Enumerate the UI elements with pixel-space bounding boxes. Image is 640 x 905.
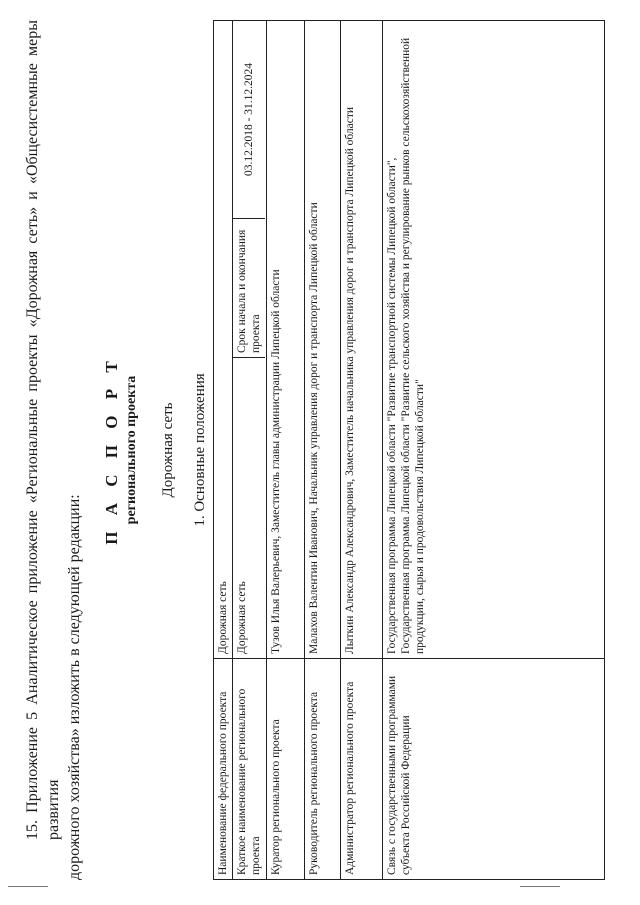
table-row xyxy=(383,21,605,880)
table-row xyxy=(214,21,233,880)
row-value: Малахов Валентин Иванович, Начальник управления дорог и транспорта Липецкой области xyxy=(305,21,341,659)
row-value: Лыткин Александр Александрович, Заместитель начальника управления дорог и транспорта Липецкой области xyxy=(341,21,383,659)
table-row xyxy=(233,21,267,880)
program-line-1: Государственная программа Липецкой области "Развитие транспортной системы Липецкой области", xyxy=(386,157,398,654)
scan-artifact xyxy=(8,886,48,887)
row-value: Тузов Илья Валерьевич, Заместитель главы администрации Липецкой области xyxy=(267,21,305,659)
passport-table xyxy=(213,20,605,880)
row-label: Связь с государственными программами субъекта Российской Федерации xyxy=(383,659,605,880)
intro-line-2: дорожного хозяйства» изложить в следующей редакции: xyxy=(66,494,83,880)
row-value: Дорожная сеть xyxy=(236,581,248,654)
intro-paragraph xyxy=(22,20,85,880)
table-row xyxy=(305,21,341,880)
row-label: Администратор регионального проекта xyxy=(341,659,383,880)
term-label: Срок начала и окончания проекта xyxy=(233,219,265,358)
row-value: Дорожная сеть xyxy=(214,21,233,659)
row-label: Куратор регионального проекта xyxy=(267,659,305,880)
table-row xyxy=(267,21,305,880)
term-value: 03.12.2018 - 31.12.2024 xyxy=(233,21,265,219)
scan-artifact xyxy=(520,886,560,887)
program-line-2: Государственная программа Липецкой области "Развитие сельского хозяйства и регулирование рынков сельскохозяйственной продукции, сырья и продовольствия Липецкой области" xyxy=(400,37,426,654)
row-label: Руководитель регионального проекта xyxy=(305,659,341,880)
row-value-group xyxy=(233,21,267,659)
row-value xyxy=(383,21,605,659)
row-label: Краткое наименование регионального проекта xyxy=(233,659,267,880)
term-subtable xyxy=(233,21,265,658)
table-row xyxy=(341,21,383,880)
intro-line-1: 15. Приложение 5 Аналитическое приложение «Региональные проекты «Дорожная сеть» и «Общесистемные меры развития xyxy=(24,20,62,840)
section-title: 1. Основные положения xyxy=(192,373,208,527)
passport-subtitle: регионального проекта xyxy=(124,375,139,525)
project-name: Дорожная сеть xyxy=(160,402,176,498)
passport-title: П А С П О Р Т xyxy=(102,355,121,545)
row-label: Наименование федерального проекта xyxy=(214,659,233,880)
